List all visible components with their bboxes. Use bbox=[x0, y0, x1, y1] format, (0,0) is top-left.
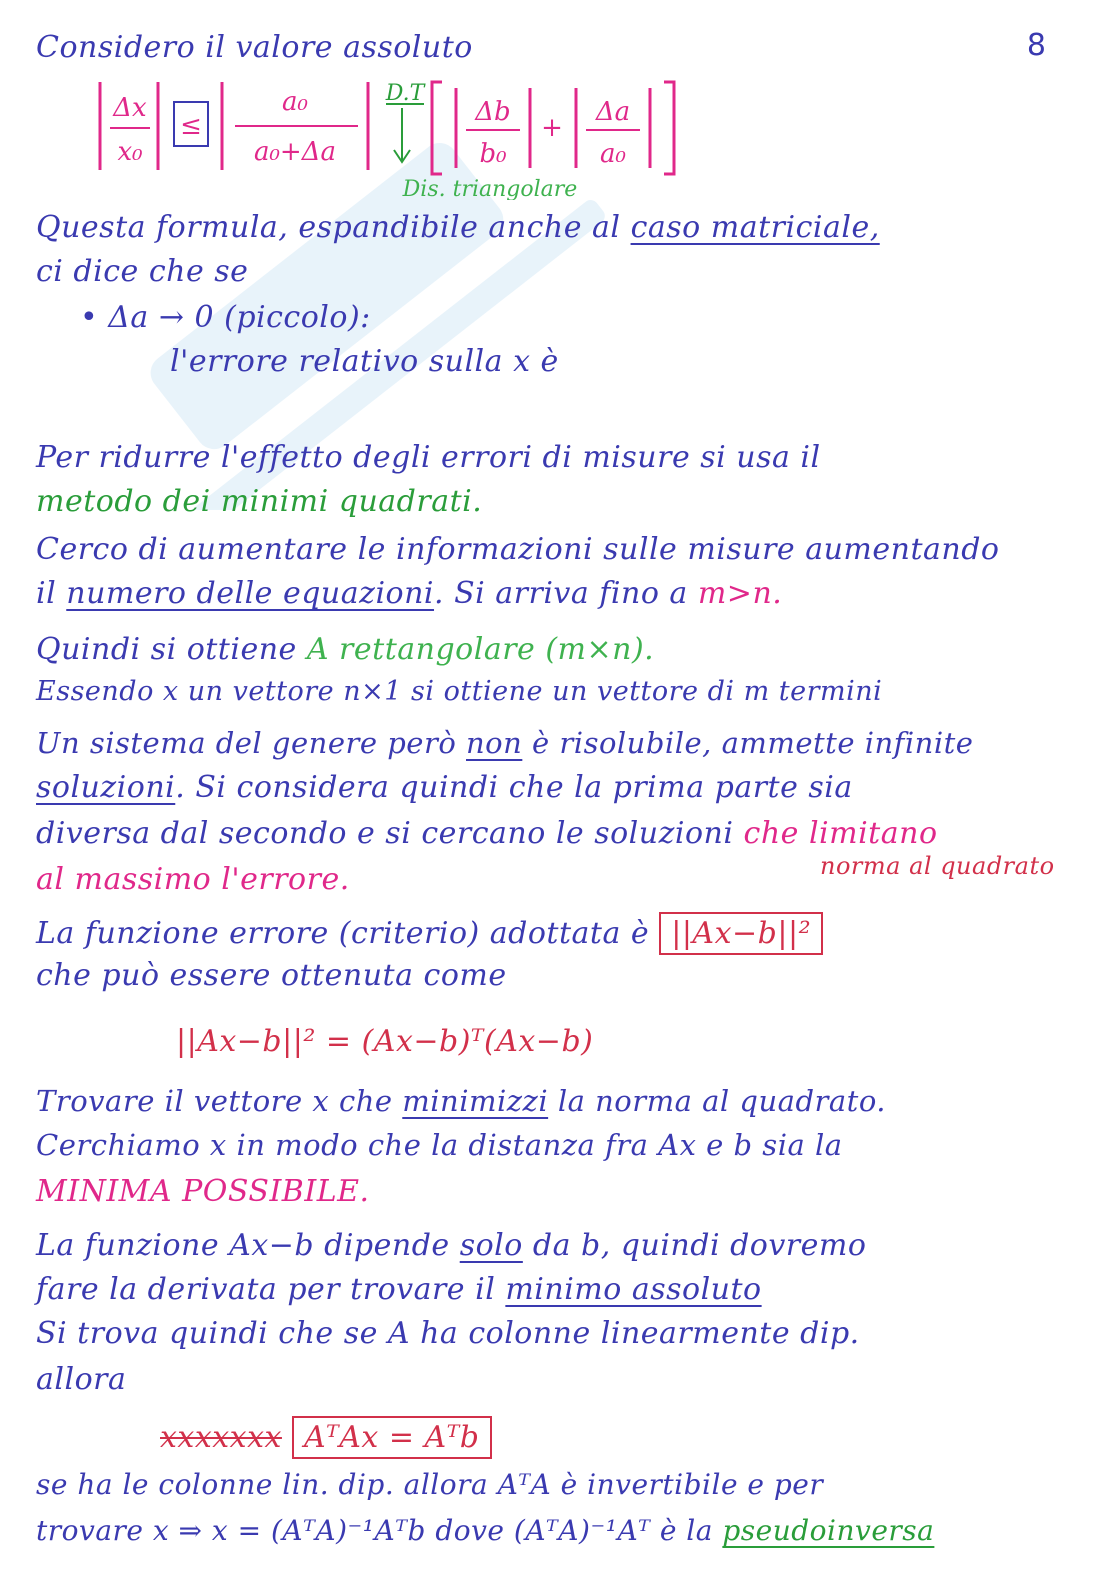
line-least-squares: metodo dei minimi quadrati. bbox=[36, 484, 483, 519]
line-delta-small: • Δa → 0 (piccolo): bbox=[80, 300, 371, 335]
r2-denominator: a₀ bbox=[600, 139, 626, 169]
line-not-solvable: Un sistema del genere però non è risolubile, ammette infinite bbox=[36, 726, 974, 760]
line-tells-us: ci dice che se bbox=[36, 254, 249, 289]
norm-expansion-formula: ||Ax−b||² = (Ax−b)ᵀ(Ax−b) bbox=[176, 1024, 594, 1059]
lhs-denominator: x₀ bbox=[117, 137, 143, 167]
limit-error-highlight: che limitano bbox=[743, 816, 938, 851]
plus-sign: + bbox=[541, 113, 563, 143]
line-reduce-effect: Per ridurre l'effetto degli errori di misure si usa il bbox=[36, 440, 821, 475]
leq-sign: ≤ bbox=[180, 111, 202, 141]
line-derivative: fare la derivata per trovare il minimo assoluto bbox=[36, 1272, 762, 1307]
line-vector-terms: Essendo x un vettore n×1 si ottiene un vettore di m termini bbox=[36, 676, 883, 707]
non-underlined: non bbox=[466, 726, 523, 760]
rectangular-a-highlight: A rettangolare (m×n). bbox=[306, 632, 655, 667]
line-obtained-as: che può essere ottenuta come bbox=[36, 958, 507, 993]
line-depends-only: La funzione Ax−b dipende solo da b, quindi dovremo bbox=[36, 1228, 867, 1263]
pseudoinverse-underlined: pseudoinversa bbox=[722, 1514, 935, 1547]
line-error-function: La funzione errore (criterio) adottata è ||Ax−b||² bbox=[36, 912, 823, 955]
line-invertible: se ha le colonne lin. dip. allora AᵀA è invertibile e per bbox=[36, 1468, 824, 1501]
line-consider-absolute: Considero il valore assoluto bbox=[36, 30, 473, 65]
m-greater-n: m>n. bbox=[697, 576, 783, 611]
line-rectangular-a: Quindi si ottiene A rettangolare (m×n). bbox=[36, 632, 655, 667]
mid-denominator: a₀+Δa bbox=[254, 137, 336, 167]
line-number-equations: il numero delle equazioni. Si arriva fino a m>n. bbox=[36, 576, 783, 611]
line-pseudoinverse: trovare x ⇒ x = (AᵀA)⁻¹Aᵀb dove (AᵀA)⁻¹Aᵀ è la pseudoinversa bbox=[36, 1514, 935, 1547]
formula-annotation: Dis. triangolare bbox=[402, 177, 578, 200]
line-different-second: diversa dal secondo e si cercano le soluzioni che limitano bbox=[36, 816, 938, 851]
line-distance: Cerchiamo x in modo che la distanza fra Ax e b sia la bbox=[36, 1128, 843, 1162]
normal-equation-line bbox=[160, 1416, 492, 1459]
relative-error-inequality bbox=[90, 70, 730, 200]
line-linearly-dep: Si trova quindi che se A ha colonne linearmente dip. bbox=[36, 1316, 860, 1351]
matrix-case-underlined: caso matriciale, bbox=[630, 210, 880, 245]
line-minimum-possible: MINIMA POSSIBILE. bbox=[36, 1174, 370, 1209]
r1-numerator: Δb bbox=[475, 97, 511, 127]
line-relative-error: l'errore relativo sulla x è bbox=[170, 344, 559, 379]
solutions-underlined: soluzioni bbox=[36, 770, 176, 805]
mid-numerator: a₀ bbox=[282, 87, 308, 117]
line-max-error: al massimo l'errore. bbox=[36, 862, 350, 897]
norm-squared-note: norma al quadrato bbox=[820, 852, 1055, 880]
r1-denominator: b₀ bbox=[479, 139, 507, 169]
page-number: 8 bbox=[1026, 28, 1046, 63]
line-solutions: soluzioni. Si considera quindi che la prima parte sia bbox=[36, 770, 853, 805]
lhs-numerator: Δx bbox=[113, 93, 147, 123]
line-find-vector: Trovare il vettore x che minimizzi la norma al quadrato. bbox=[36, 1084, 886, 1118]
error-function-box: ||Ax−b||² bbox=[659, 912, 823, 955]
dt-label: D.T bbox=[385, 81, 425, 106]
r2-numerator: Δa bbox=[595, 97, 631, 127]
solo-underlined: solo bbox=[459, 1228, 523, 1263]
equations-underlined: numero delle equazioni bbox=[66, 576, 435, 611]
normal-equation-box: AᵀAx = Aᵀb bbox=[292, 1416, 492, 1459]
line-then: allora bbox=[36, 1362, 127, 1397]
line-increase-info: Cerco di aumentare le informazioni sulle misure aumentando bbox=[36, 532, 1000, 567]
line-formula-expandable: Questa formula, espandibile anche al caso matriciale, bbox=[36, 210, 880, 245]
absolute-minimum-underlined: minimo assoluto bbox=[505, 1272, 762, 1307]
minimize-underlined: minimizzi bbox=[402, 1084, 549, 1118]
struck-text: xxxxxxx bbox=[160, 1420, 282, 1455]
